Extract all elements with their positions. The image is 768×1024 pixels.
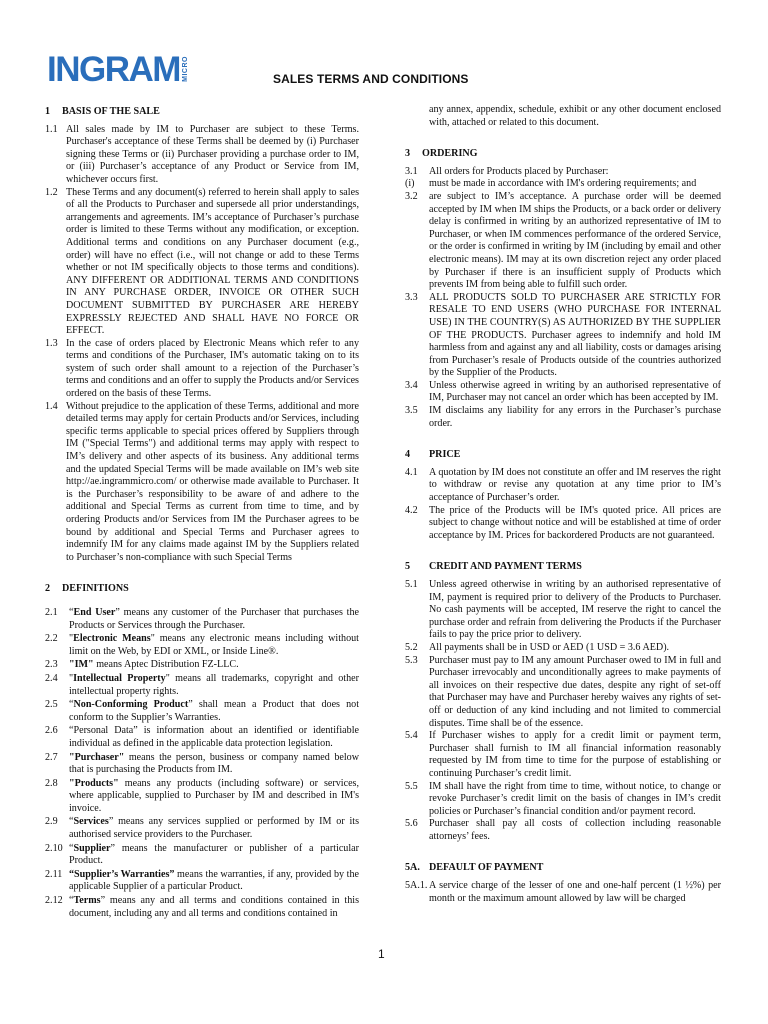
- right-column: [405, 104, 721, 905]
- definition-item: 2.6 “Personal Data” is information about an identified or identifiable individual as defined in the applicable data protection legislation.: [45, 725, 359, 749]
- clause-3-1-i: (i) must be made in accordance with IM's ordering requirements; and: [405, 178, 697, 190]
- clause-2-12-continued: any annex, appendix, schedule, exhibit or any other document enclosed with, attached or related to this document.: [429, 104, 721, 128]
- definition-item: 2.1 “End User” means any customer of the Purchaser that purchases the Products or Services through the Purchaser.: [45, 606, 359, 631]
- definition-term: Non-Conforming Product: [73, 699, 189, 711]
- clause-1-1: 1.1 All sales made by IM to Purchaser are subject to these Terms. Purchaser's acceptance of these Terms shall be deemed by (i) Purchaser signing these Terms or (ii) Purchaser providing a purchase order to IM, or (iii) Purchaser’s acceptance of any Product or Service from IM, whichever occurs first.: [45, 123, 359, 185]
- definition-term: Intellectual Property: [73, 672, 166, 684]
- clause-3-2: 3.2 are subject to IM’s acceptance. A purchase order will be deemed accepted by IM when IM ships the Products, or a back order or delivery delay is confirmed in writing by an authorized representative of IM to Purchaser, or when IM commences performance of the ordered Service, or the order is confirmed in writing by IM (including by email and other electronic means). IM may at its own discretion reject any order placed by Purchaser if there is an insufficient supply of Products which prevents IM from being able to fulfill such order.: [405, 190, 721, 291]
- logo-wordmark: INGRAM: [47, 50, 180, 89]
- clause-3-1: 3.1 All orders for Products placed by Purchaser:: [405, 165, 609, 177]
- definition-term: Electronic Means: [73, 633, 151, 645]
- clause-3-3: 3.3 ALL PRODUCTS SOLD TO PURCHASER ARE STRICTLY FOR RESALE TO END USERS (WHO PURCHASE FOR INTERNAL USE) IN THE COUNTRY(S) AS AUTHORIZED BY THE SUPPLIER OF THE PRODUCTS. Purchaser agrees to indemnify and hold IM harmless from and against any and all liability, costs or damages arising from Purchaser’s resale of Products outside of the countries authorized by the Supplier of the Products.: [405, 291, 722, 379]
- document-title: SALES TERMS AND CONDITIONS: [273, 72, 469, 86]
- left-column: [45, 100, 359, 921]
- clause-5a-1: 5A.1. A service charge of the lesser of one and one-half percent (1 ½%) per month or the maximum amount allowed by law will be charged: [405, 880, 721, 904]
- clause-3-4: 3.4 Unless otherwise agreed in writing by an authorised representative of IM, Purchaser may not cancel an order which has been accepted by IM.: [405, 379, 721, 404]
- definition-item: 2.3 "IM" means Aptec Distribution FZ-LLC.: [45, 659, 239, 671]
- definition-item: 2.8 "Products" means any products (including software) or services, where applicable, supplied to Purchaser by IM and described in IM's invoice.: [45, 777, 359, 814]
- clause-4-2: 4.2 The price of the Products will be IM's quoted price. All prices are subject to change without notice and will be established at time of order acceptance by IM. Prices for backordered Products are not guaranteed.: [405, 504, 721, 541]
- page-number: 1: [378, 947, 385, 961]
- ingram-micro-logo: [47, 50, 217, 89]
- definition-term: Services: [73, 816, 109, 828]
- section-5-heading: 5 CREDIT AND PAYMENT TERMS: [405, 561, 582, 573]
- section-2-heading: 2 DEFINITIONS: [45, 583, 129, 595]
- clause-3-5: 3.5 IM disclaims any liability for any errors in the Purchaser’s purchase order.: [405, 405, 721, 429]
- definition-term: “Supplier’s Warranties”: [69, 868, 175, 880]
- clause-5-1: 5.1 Unless agreed otherwise in writing by an authorised representative of IM, payment is required prior to delivery of the Products to Purchaser. No cash payments will be accepted, IM reserve the right to cancel the purchase order and refrain from delivering the Products if the Purchaser fails to pay the price prior to delivery.: [405, 579, 721, 641]
- definition-item: 2.7 "Purchaser" means the person, business or company named below that is purchasing the Products from IM.: [45, 751, 359, 776]
- logo-subtext: MICRO: [181, 56, 189, 82]
- clause-5-2: 5.2 All payments shall be in USD or AED (1 USD = 3.6 AED).: [405, 641, 670, 653]
- clause-5-4: 5.4 If Purchaser wishes to apply for a credit limit or payment term, Purchaser shall furnish to IM all financial information reasonably requested by IM from time to time for the purpose of establishing or continuing Purchaser’s credit limit.: [405, 730, 721, 779]
- section-3-heading: 3 ORDERING: [405, 148, 478, 160]
- definition-item: 2.11 “Supplier’s Warranties” means the warranties, if any, provided by the applicable Supplier of a particular Product.: [45, 868, 359, 893]
- section-1-heading: 1 BASIS OF THE SALE: [45, 106, 160, 117]
- clause-1-4: 1.4 Without prejudice to the application of these Terms, additional and more detailed terms may apply for certain Products and/or Services, including specific terms applicable to special prices offered by Suppliers through IM ("Special Terms") and additional terms may apply with respect to IM’s delivery and other aspects of its business. Any additional terms and the updated Special Terms will be made available on IM’s web site http://ae.ingrammicro.com/ or otherwise made available to Purchaser. It is the Purchaser’s responsibility to be aware of and adhere to the additional and Special Terms as current from time to time, and by ordering Products and/or Services from IM the Purchaser agrees to be bound by additional and Special Terms and Purchaser agrees to indemnify IM for any claims made against IM by the Suppliers related to Purchaser’s non-compliance with such Special Terms: [45, 400, 359, 563]
- definition-term: Supplier: [73, 842, 111, 854]
- clause-5-5: 5.5 IM shall have the right from time to time, without notice, to change or revoke Purchaser’s credit limit on the basis of changes in IM’s credit policies or Purchaser’s financial condition and/or payment record.: [405, 780, 721, 817]
- definition-item: 2.9 “Services” means any services supplied or performed by IM or its authorised service providers to the Purchaser.: [45, 816, 359, 841]
- clause-1-3: 1.3 In the case of orders placed by Electronic Means which refer to any terms and conditions of the Purchaser, IM's automatic taking on to its system of such order shall amount to a rejection of the Purchaser’s terms and conditions and an offer to supply the Products and/or Services ordered on the basis of these Terms.: [45, 337, 359, 400]
- definition-term: "IM": [69, 659, 94, 671]
- definition-item: 2.12 “Terms” means any and all terms and conditions contained in this document, including any and all terms and conditions contained in: [45, 895, 359, 919]
- definition-item: 2.10 “Supplier” means the manufacturer or publisher of a particular Product.: [45, 842, 359, 867]
- section-4-heading: 4 PRICE: [405, 449, 461, 461]
- clause-5-6: 5.6 Purchaser shall pay all costs of collection including reasonable attorneys’ fees.: [405, 818, 721, 842]
- definition-item: 2.4 "Intellectual Property" means all trademarks, copyright and other intellectual property rights.: [45, 672, 359, 697]
- clause-1-2: 1.2 These Terms and any document(s) referred to herein shall apply to sales of all the Products to Purchaser and supersede all prior understandings, arrangements and agreements. IM’s acceptance of Purchaser’s purchase order is limited to these Terms without any modification, or exception. Additional terms and conditions on any Purchaser document (e.g., order) will have no effect (i.e., will not change or add to these Terms whether or not IM specifically objects to those terms and conditions). ANY DIFFERENT OR ADDITIONAL TERMS AND CONDITIONS IN ANY PURCHASE ORDER, INVOICE OR OTHER SUCH DOCUMENT SUBMITTED BY PURCHASER ARE HEREBY EXPRESSLY REJECTED AND SHALL HAVE NO FORCE OR EFFECT.: [45, 186, 359, 337]
- definition-item: 2.2 "Electronic Means" means any electronic means including without limit on the Web, by EDI or XML, or Inside Line®.: [45, 633, 359, 657]
- clause-4-1: 4.1 A quotation by IM does not constitute an offer and IM reserves the right to withdraw or revise any quotation at any time prior to IM’s acceptance of Purchaser’s order.: [405, 466, 721, 504]
- definition-term: Terms: [73, 895, 101, 907]
- section-5a-heading: 5A. DEFAULT OF PAYMENT: [405, 862, 544, 874]
- definitions-list: [45, 607, 359, 920]
- definition-term: "Products": [69, 777, 119, 789]
- definition-term: "Purchaser": [69, 751, 125, 763]
- definition-item: 2.5 “Non-Conforming Product” shall mean a Product that does not conform to the Supplier’s Warranties.: [45, 699, 360, 723]
- clause-5-3: 5.3 Purchaser must pay to IM any amount Purchaser owed to IM in full and Purchaser irrevocably and unconditionally agrees to make payments of all invoices on their respective due dates, despite any right of set-off that Purchaser may have and Purchaser hereby waives any rights of set-off or deduction of any kind including and not limited to commercial disputes. Time shall be of the essence.: [405, 654, 721, 729]
- definition-term: End User: [73, 606, 116, 618]
